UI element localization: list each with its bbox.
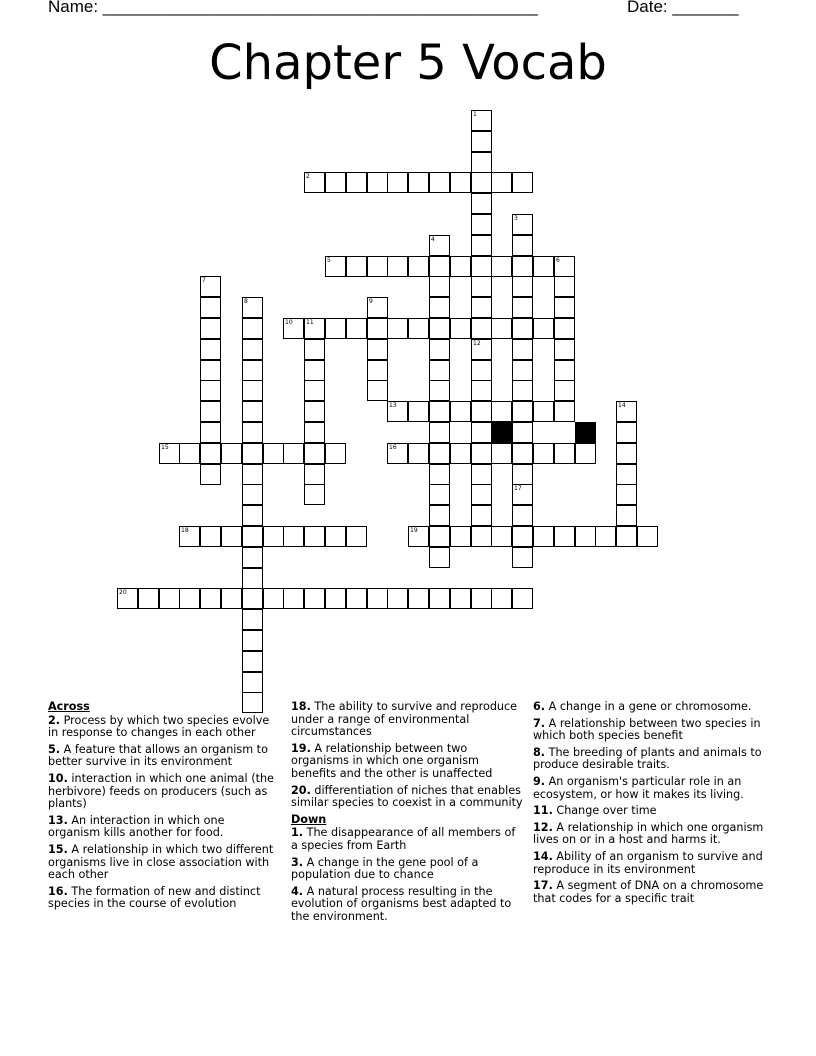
- crossword-cell[interactable]: [283, 526, 304, 547]
- crossword-cell[interactable]: [304, 526, 325, 547]
- crossword-cell[interactable]: [512, 339, 533, 360]
- crossword-cell[interactable]: [367, 360, 388, 381]
- crossword-cell[interactable]: [325, 318, 346, 339]
- crossword-cell[interactable]: [512, 588, 533, 609]
- crossword-cell[interactable]: [450, 318, 471, 339]
- crossword-cell[interactable]: [554, 380, 575, 401]
- crossword-cell[interactable]: [533, 401, 554, 422]
- clue-down-12: 12. A relationship in which one organism lives on or in a host and harms it.: [533, 820, 764, 847]
- crossword-cell[interactable]: [616, 484, 637, 505]
- crossword-cell[interactable]: [408, 588, 429, 609]
- crossword-cell[interactable]: [242, 588, 263, 609]
- date-field[interactable]: Date: _______: [627, 0, 739, 16]
- crossword-cell[interactable]: [200, 422, 221, 443]
- black-square: [575, 422, 596, 443]
- crossword-cell[interactable]: [304, 443, 325, 464]
- crossword-cell[interactable]: [242, 422, 263, 443]
- crossword-cell[interactable]: [512, 422, 533, 443]
- crossword-cell[interactable]: [616, 422, 637, 443]
- crossword-cell[interactable]: [471, 172, 492, 193]
- crossword-cell[interactable]: [512, 235, 533, 256]
- crossword-cell[interactable]: [491, 443, 512, 464]
- crossword-cell[interactable]: [242, 443, 263, 464]
- crossword-cell[interactable]: [242, 339, 263, 360]
- crossword-cell[interactable]: [242, 401, 263, 422]
- clue-number-8: 8: [244, 298, 248, 305]
- crossword-cell[interactable]: [471, 193, 492, 214]
- crossword-cell[interactable]: [491, 401, 512, 422]
- crossword-cell[interactable]: [471, 235, 492, 256]
- crossword-cell[interactable]: [179, 588, 200, 609]
- crossword-cell[interactable]: [200, 318, 221, 339]
- crossword-cell[interactable]: [429, 318, 450, 339]
- crossword-cell[interactable]: [450, 256, 471, 277]
- crossword-cell[interactable]: [471, 464, 492, 485]
- crossword-cell[interactable]: [471, 214, 492, 235]
- clue-across-2: 2. Process by which two species evolve in response to changes in each other: [48, 713, 270, 740]
- crossword-cell[interactable]: [179, 443, 200, 464]
- crossword-cell[interactable]: [242, 651, 263, 672]
- crossword-cell[interactable]: [429, 505, 450, 526]
- crossword-cell[interactable]: [429, 297, 450, 318]
- crossword-cell[interactable]: [242, 360, 263, 381]
- crossword-cell[interactable]: [554, 360, 575, 381]
- crossword-cell[interactable]: [283, 443, 304, 464]
- crossword-cell[interactable]: [429, 339, 450, 360]
- crossword-cell[interactable]: [471, 318, 492, 339]
- clue-across-20: 20. differentiation of niches that enables similar species to coexist in a community: [291, 783, 523, 810]
- crossword-cell[interactable]: [408, 256, 429, 277]
- crossword-cell[interactable]: [512, 297, 533, 318]
- black-square: [491, 422, 512, 443]
- down-heading: Down: [291, 812, 327, 826]
- crossword-cell[interactable]: [554, 526, 575, 547]
- clue-number-6: 6: [556, 257, 560, 264]
- clue-number-14: 14: [618, 402, 626, 409]
- crossword-cell[interactable]: [450, 172, 471, 193]
- clue-across-13: 13. An interaction in which one organism kills another for food.: [48, 813, 225, 840]
- crossword-cell[interactable]: [242, 484, 263, 505]
- crossword-cell[interactable]: [512, 256, 533, 277]
- crossword-cell[interactable]: [408, 401, 429, 422]
- crossword-cell[interactable]: [242, 568, 263, 589]
- crossword-cell[interactable]: [408, 172, 429, 193]
- crossword-cell[interactable]: [533, 526, 554, 547]
- clue-number-7: 7: [202, 277, 206, 284]
- crossword-cell[interactable]: [283, 588, 304, 609]
- crossword-cell[interactable]: [346, 172, 367, 193]
- crossword-cell[interactable]: [554, 297, 575, 318]
- crossword-cell[interactable]: [512, 464, 533, 485]
- crossword-cell[interactable]: [491, 588, 512, 609]
- crossword-cell[interactable]: [554, 276, 575, 297]
- crossword-cell[interactable]: [429, 256, 450, 277]
- clue-across-16: 16. The formation of new and distinct species in the course of evolution: [48, 884, 261, 911]
- crossword-cell[interactable]: [533, 256, 554, 277]
- crossword-cell[interactable]: [575, 526, 596, 547]
- crossword-cell[interactable]: [429, 484, 450, 505]
- crossword-cell[interactable]: [471, 360, 492, 381]
- crossword-cell[interactable]: [325, 526, 346, 547]
- crossword-cell[interactable]: [242, 505, 263, 526]
- crossword-cell[interactable]: [429, 464, 450, 485]
- crossword-cell[interactable]: [325, 172, 346, 193]
- clue-number-19: 19: [410, 527, 418, 534]
- crossword-cell[interactable]: [200, 360, 221, 381]
- crossword-cell[interactable]: [221, 588, 242, 609]
- crossword-cell[interactable]: [512, 360, 533, 381]
- clue-number-13: 13: [389, 402, 397, 409]
- clue-number-10: 10: [285, 319, 293, 326]
- clue-number-11: 11: [306, 319, 314, 326]
- clue-number-3: 3: [514, 215, 518, 222]
- crossword-cell[interactable]: [242, 318, 263, 339]
- crossword-cell[interactable]: [450, 401, 471, 422]
- crossword-cell[interactable]: [429, 443, 450, 464]
- crossword-cell[interactable]: [512, 401, 533, 422]
- crossword-cell[interactable]: [512, 318, 533, 339]
- crossword-cell[interactable]: [512, 276, 533, 297]
- crossword-cell[interactable]: [221, 443, 242, 464]
- crossword-cell[interactable]: [304, 484, 325, 505]
- clue-number-2: 2: [306, 173, 310, 180]
- clue-down-3: 3. A change in the gene pool of a population due to chance: [291, 855, 479, 882]
- crossword-cell[interactable]: [471, 297, 492, 318]
- crossword-cell[interactable]: [200, 526, 221, 547]
- crossword-cell[interactable]: [346, 256, 367, 277]
- crossword-cell[interactable]: [346, 318, 367, 339]
- crossword-cell[interactable]: [200, 464, 221, 485]
- crossword-cell[interactable]: [387, 588, 408, 609]
- crossword-cell[interactable]: [367, 380, 388, 401]
- crossword-cell[interactable]: [304, 464, 325, 485]
- crossword-cell[interactable]: [387, 172, 408, 193]
- clue-number-12: 12: [473, 340, 481, 347]
- crossword-cell[interactable]: [491, 526, 512, 547]
- crossword-cell[interactable]: [512, 172, 533, 193]
- crossword-cell[interactable]: [242, 464, 263, 485]
- clue-across-15: 15. A relationship in which two different organisms live in close association with each other: [48, 842, 274, 882]
- crossword-cell[interactable]: [408, 318, 429, 339]
- crossword-cell[interactable]: [200, 588, 221, 609]
- crossword-cell[interactable]: [471, 526, 492, 547]
- crossword-cell[interactable]: [554, 401, 575, 422]
- crossword-cell[interactable]: [533, 318, 554, 339]
- crossword-cell[interactable]: [242, 630, 263, 651]
- crossword-cell[interactable]: [616, 526, 637, 547]
- crossword-cell[interactable]: [616, 443, 637, 464]
- crossword-cell[interactable]: [512, 505, 533, 526]
- crossword-cell[interactable]: [554, 443, 575, 464]
- clue-number-20: 20: [119, 589, 127, 596]
- crossword-cell[interactable]: [159, 588, 180, 609]
- clue-number-18: 18: [181, 527, 189, 534]
- crossword-cell[interactable]: [471, 276, 492, 297]
- crossword-cell[interactable]: [367, 588, 388, 609]
- crossword-cell[interactable]: [512, 380, 533, 401]
- crossword-cell[interactable]: [637, 526, 658, 547]
- clue-across-5: 5. A feature that allows an organism to better survive in its environment: [48, 742, 268, 769]
- crossword-cell[interactable]: [429, 172, 450, 193]
- clue-number-15: 15: [161, 444, 169, 451]
- clue-down-6: 6. A change in a gene or chromosome.: [533, 700, 752, 713]
- crossword-cell[interactable]: [304, 339, 325, 360]
- crossword-cell[interactable]: [429, 547, 450, 568]
- clue-number-9: 9: [369, 298, 373, 305]
- crossword-cell[interactable]: [616, 464, 637, 485]
- crossword-cell[interactable]: [471, 505, 492, 526]
- clue-down-8: 8. The breeding of plants and animals to produce desirable traits.: [533, 745, 762, 772]
- crossword-cell[interactable]: [304, 360, 325, 381]
- crossword-cell[interactable]: [200, 401, 221, 422]
- crossword-cell[interactable]: [471, 484, 492, 505]
- crossword-cell[interactable]: [242, 526, 263, 547]
- crossword-cell[interactable]: [408, 443, 429, 464]
- crossword-cell[interactable]: [429, 401, 450, 422]
- crossword-cell[interactable]: [450, 526, 471, 547]
- crossword-cell[interactable]: [242, 380, 263, 401]
- crossword-cell[interactable]: [304, 380, 325, 401]
- crossword-cell[interactable]: [512, 547, 533, 568]
- crossword-cell[interactable]: [304, 401, 325, 422]
- crossword-cell[interactable]: [429, 360, 450, 381]
- clue-down-7: 7. A relationship between two species in which both species benefit: [533, 716, 761, 743]
- crossword-cell[interactable]: [450, 588, 471, 609]
- crossword-cell[interactable]: [429, 422, 450, 443]
- crossword-cell[interactable]: [367, 256, 388, 277]
- crossword-cell[interactable]: [387, 256, 408, 277]
- crossword-cell[interactable]: [304, 422, 325, 443]
- clue-down-14: 14. Ability of an organism to survive and reproduce in its environment: [533, 849, 763, 876]
- crossword-cell[interactable]: [595, 526, 616, 547]
- crossword-cell[interactable]: [575, 443, 596, 464]
- crossword-cell[interactable]: [200, 339, 221, 360]
- crossword-cell[interactable]: [200, 297, 221, 318]
- clue-number-5: 5: [327, 257, 331, 264]
- crossword-cell[interactable]: [367, 339, 388, 360]
- crossword-cell[interactable]: [242, 547, 263, 568]
- clue-column-3: [533, 701, 765, 909]
- name-field[interactable]: Name: ______________________________________________: [48, 0, 538, 16]
- clue-across-19: 19. A relationship between two organisms in which one organism benefits and the other is unaffected: [291, 741, 493, 780]
- clue-column-2: [291, 701, 523, 928]
- crossword-cell[interactable]: [429, 276, 450, 297]
- crossword-cell[interactable]: [325, 443, 346, 464]
- clue-number-4: 4: [431, 236, 435, 243]
- crossword-cell[interactable]: [346, 588, 367, 609]
- clue-across-18: 18. The ability to survive and reproduce under a range of environmental circumstances: [291, 700, 518, 739]
- clue-down-9: 9. An organism's particular role in an ecosystem, or how it makes its living.: [533, 774, 744, 801]
- clue-column-1: [48, 701, 280, 915]
- clue-down-1: 1. The disappearance of all members of a species from Earth: [291, 826, 516, 852]
- crossword-cell[interactable]: [263, 443, 284, 464]
- crossword-cell[interactable]: [533, 443, 554, 464]
- clue-number-1: 1: [473, 111, 477, 118]
- crossword-cell[interactable]: [200, 443, 221, 464]
- crossword-cell[interactable]: [429, 526, 450, 547]
- crossword-cell[interactable]: [367, 318, 388, 339]
- crossword-cell[interactable]: [429, 380, 450, 401]
- crossword-cell[interactable]: [138, 588, 159, 609]
- crossword-cell[interactable]: [512, 526, 533, 547]
- clue-number-16: 16: [389, 444, 397, 451]
- crossword-cell[interactable]: [263, 588, 284, 609]
- crossword-cell[interactable]: [471, 443, 492, 464]
- crossword-cell[interactable]: [450, 443, 471, 464]
- crossword-cell[interactable]: [242, 672, 263, 693]
- clue-across-10: 10. interaction in which one animal (the herbivore) feeds on producers (such as plants): [48, 771, 274, 811]
- crossword-cell[interactable]: [554, 339, 575, 360]
- crossword-cell[interactable]: [242, 609, 263, 630]
- crossword-cell[interactable]: [471, 401, 492, 422]
- crossword-cell[interactable]: [221, 526, 242, 547]
- crossword-cell[interactable]: [471, 380, 492, 401]
- crossword-cell[interactable]: [200, 380, 221, 401]
- crossword-cell[interactable]: [471, 256, 492, 277]
- clue-number-17: 17: [514, 485, 522, 492]
- crossword-cell[interactable]: [429, 588, 450, 609]
- crossword-cell[interactable]: [471, 588, 492, 609]
- crossword-cell[interactable]: [616, 505, 637, 526]
- crossword-cell[interactable]: [491, 172, 512, 193]
- clue-down-17: 17. A segment of DNA on a chromosome that codes for a specific trait: [533, 879, 764, 905]
- crossword-cell[interactable]: [304, 588, 325, 609]
- crossword-cell[interactable]: [387, 318, 408, 339]
- crossword-cell[interactable]: [263, 526, 284, 547]
- crossword-cell[interactable]: [491, 256, 512, 277]
- crossword-cell[interactable]: [471, 152, 492, 173]
- across-heading: Across: [48, 700, 90, 713]
- crossword-cell[interactable]: [346, 526, 367, 547]
- clue-down-4: 4. A natural process resulting in the evolution of organisms best adapted to the environment.: [291, 884, 512, 923]
- crossword-cell[interactable]: [512, 443, 533, 464]
- page-title: Chapter 5 Vocab: [209, 35, 607, 91]
- crossword-cell[interactable]: [367, 172, 388, 193]
- crossword-cell[interactable]: [325, 588, 346, 609]
- crossword-cell[interactable]: [471, 422, 492, 443]
- crossword-cell[interactable]: [471, 131, 492, 152]
- crossword-cell[interactable]: [491, 318, 512, 339]
- clue-down-11: 11. Change over time: [533, 804, 657, 818]
- crossword-cell[interactable]: [554, 318, 575, 339]
